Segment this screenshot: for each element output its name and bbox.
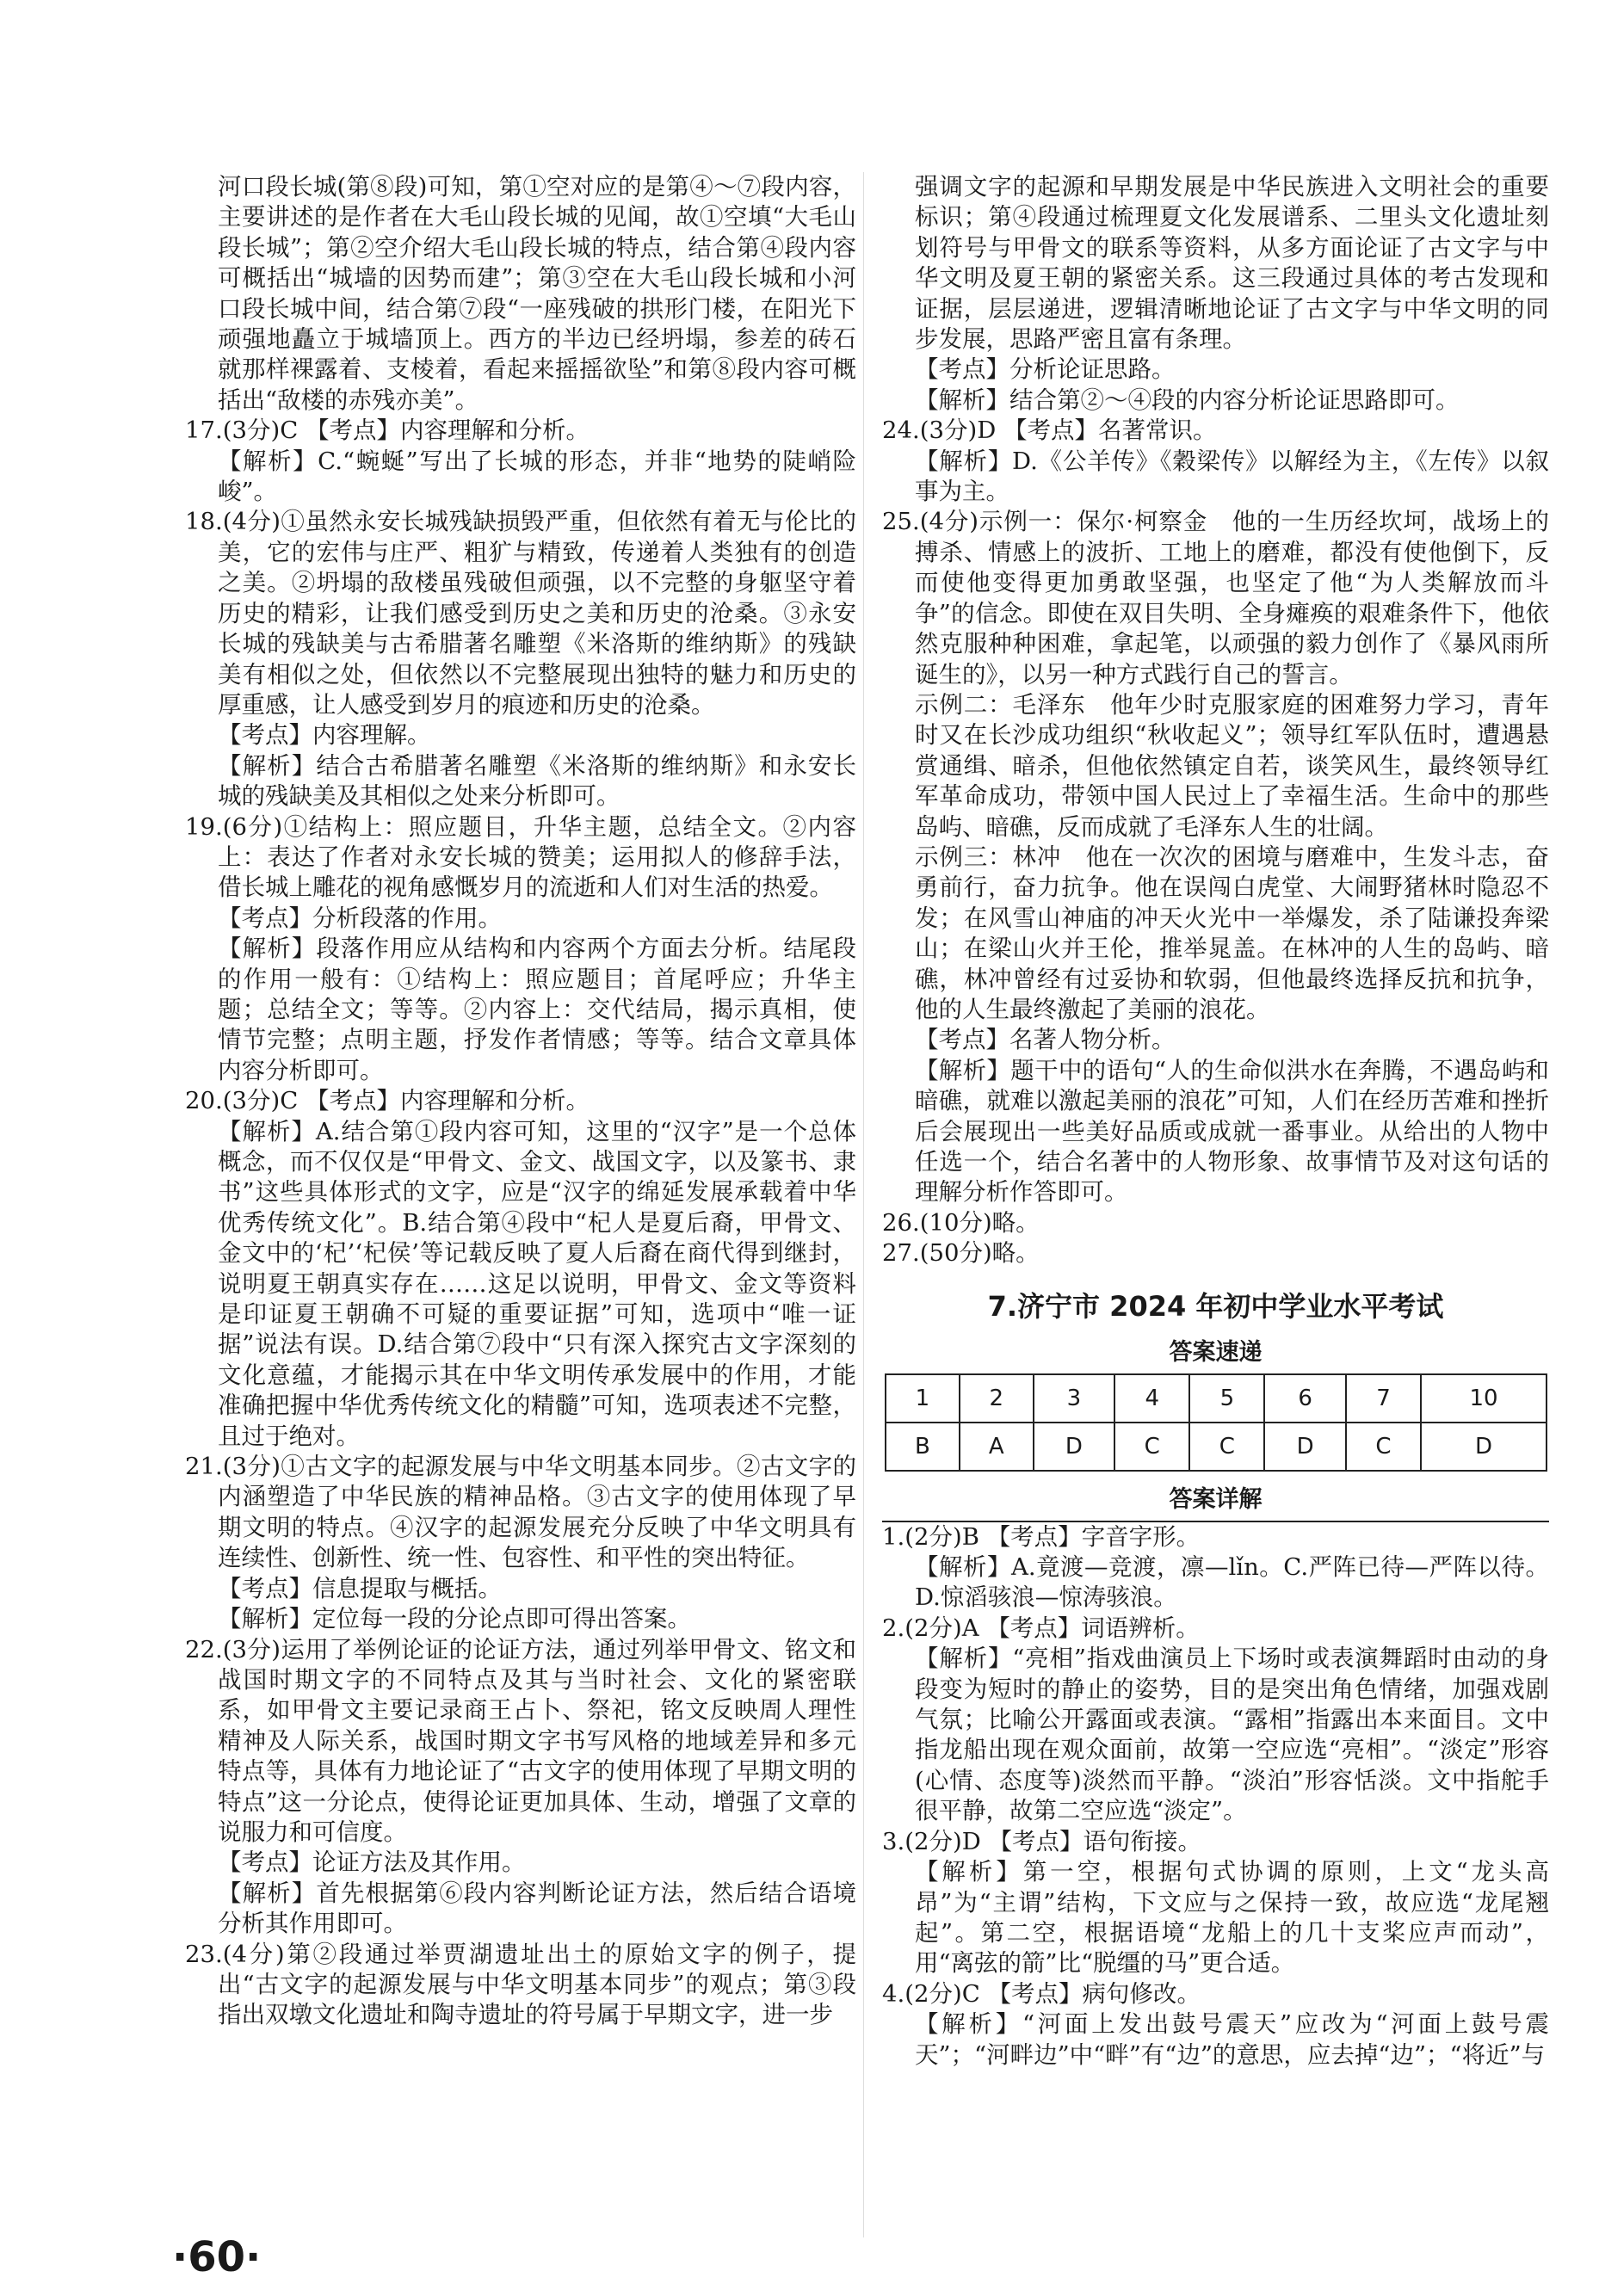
- paragraph: 2.(2分)A 【考点】词语辨析。: [882, 1614, 1200, 1642]
- paragraph: 【解析】C.“蜿蜒”写出了长城的形态，并非“地势的陡峭险峻”。: [218, 447, 856, 506]
- paragraph: 【解析】段落作用应从结构和内容两个方面去分析。结尾段的作用一般有：①结构上：照应题目；首尾呼应；升华主题；总结全文；等等。②内容上：交代结局，揭示真相，使情节完整；点明主题，抒发作者情感；等等。结合文章具体内容分析即可。: [218, 935, 856, 1084]
- answer-number: 6: [1264, 1374, 1346, 1423]
- left-column: [185, 172, 856, 2031]
- answer-letter: D: [1264, 1423, 1346, 1471]
- answer-detail-title: 答案详解: [1169, 1485, 1263, 1513]
- paragraph: 17.(3分)C 【考点】内容理解和分析。: [185, 417, 590, 445]
- paragraph: 25.(4分)示例一：保尔·柯察金 他的一生历经坎坷，战场上的搏杀、情感上的波折、工地上的磨难，都没有使他倒下，反而使他变得更加勇敢坚强，也坚定了他“为人类解放而斗争”的信念。即使在双目失明、全身瘫痪的艰难条件下，他依然克服种种困难，拿起笔，以顽强的毅力创作了《暴风雨所诞生的》，以另一种方式践行自己的誓言。: [882, 508, 1549, 688]
- paragraph: 【解析】“亮相”指戏曲演员上下场时或表演舞蹈时由动的身段变为短时的静止的姿势，目的是突出角色情绪，加强戏剧气氛；比喻公开露面或表演。“露相”指露出本来面目。文中指龙船出现在观众面前，故第一空应选“亮相”。“淡定”形容(心情、态度等)淡然而平静。“淡泊”形容恬淡。文中指舵手很平静，故第二空应选“淡定”。: [915, 1645, 1549, 1825]
- answer-number: 5: [1189, 1374, 1264, 1423]
- paragraph: 27.(50分)略。: [882, 1239, 1040, 1268]
- paragraph: 22.(3分)运用了举例论证的论证方法，通过列举甲骨文、铭文和战国时期文字的不同特点及其与当时社会、文化的紧密联系，如甲骨文主要记录商王占卜、祭祀，铭文反映周人理性精神及人际关系，战国时期文字书写风格的地域差异和多元特点等，具体有力地论证了“古文字的使用体现了早期文明的特点”这一分论点，使得论证更加具体、生动，增强了文章的说服力和可信度。: [185, 1635, 856, 1846]
- paragraph: 强调文字的起源和早期发展是中华民族进入文明社会的重要标识；第④段通过梳理夏文化发展谱系、二里头文化遗址刻划符号与甲骨文的联系等资料，从多方面论证了古文字与中华文明及夏王朝的紧密关系。这三段通过具体的考古发现和证据，层层递进，逻辑清晰地论证了古文字与中华文明的同步发展，思路严密且富有条理。: [915, 173, 1549, 354]
- paragraph: 21.(3分)①古文字的起源发展与中华文明基本同步。②古文字的内涵塑造了中华民族的精神品格。③古文字的使用体现了早期文明的特点。④汉字的起源发展充分反映了中华文明具有连续性、创新性、统一性、包容性、和平性的突出特征。: [185, 1453, 856, 1572]
- answer-letter: C: [1189, 1423, 1264, 1471]
- answer-letter: B: [886, 1423, 960, 1471]
- answer-number: 4: [1114, 1374, 1189, 1423]
- answer-table-answers-row: [886, 1423, 1547, 1471]
- section-title: 7.济宁市 2024 年初中学业水平考试: [987, 1289, 1444, 1323]
- answer-table: [885, 1373, 1547, 1472]
- paragraph: 4.(2分)C 【考点】病句修改。: [882, 1979, 1201, 2008]
- paragraph: 示例二：毛泽东 他年少时克服家庭的困难努力学习，青年时又在长沙成功组织“秋收起义”；领导红军队伍时，遭遇悬赏通缉、暗杀，但他依然镇定自若，谈笑风生，最终领导红军革命成功，带领中国人民过上了幸福生活。生命中的那些岛屿、暗礁，反而成就了毛泽东人生的壮阔。: [915, 690, 1549, 841]
- paragraph: 【解析】第一空，根据句式协调的原则，上文“龙头高昂”为“主谓”结构，下文应与之保持一致，故应选“龙尾翘起”。第二空，根据语境“龙船上的几十支桨应声而动”，用“离弦的箭”比“脱缰的马”更合适。: [915, 1858, 1549, 1978]
- paragraph: 【解析】题干中的语句“人的生命似洪水在奔腾，不遇岛屿和暗礁，就难以激起美丽的浪花”可知，人们在经历苦难和挫折后会展现出一些美好品质或成就一番事业。从给出的人物中任选一个，结合名著中的人物形象、故事情节及对这句话的理解分析作答即可。: [915, 1056, 1549, 1207]
- answer-number: 1: [886, 1374, 960, 1423]
- answer-letter: C: [1114, 1423, 1189, 1471]
- paragraph: 河口段长城(第⑧段)可知，第①空对应的是第④～⑦段内容，主要讲述的是作者在大毛山段长城的见闻，故①空填“大毛山段长城”；第②空介绍大毛山段长城的特点，结合第④段内容可概括出“城墙的因势而建”；第③空在大毛山段长城和小河口段长城中间，结合第⑦段“一座残破的拱形门楼，在阳光下顽强地矗立于城墙顶上。西方的半边已经坍塌，参差的砖石就那样裸露着、支棱着，看起来摇摇欲坠”和第⑧段内容可概括出“敌楼的赤残亦美”。: [218, 173, 856, 414]
- paragraph: 【考点】内容理解。: [218, 721, 431, 750]
- paragraph: 23.(4分)第②段通过举贾湖遗址出土的原始文字的例子，提出“古文字的起源发展与中华文明基本同步”的观点；第③段指出双墩文化遗址和陶寺遗址的符号属于早期文字，进一步: [185, 1940, 856, 2029]
- paragraph: 【考点】分析论证思路。: [915, 355, 1176, 384]
- paragraph: 【考点】名著人物分析。: [915, 1026, 1176, 1054]
- paragraph: 【考点】信息提取与概括。: [218, 1574, 502, 1602]
- column-divider: [863, 172, 864, 2237]
- answer-letter: D: [1421, 1423, 1547, 1471]
- paragraph: 【解析】结合第②～④段的内容分析论证思路即可。: [915, 386, 1460, 414]
- paragraph: 【解析】A.结合第①段内容可知，这里的“汉字”是一个总体概念，而不仅仅是“甲骨文、金文、战国文字，以及篆书、隶书”这些具体形式的文字，应是“汉字的绵延发展承载着中华优秀传统文化”。B.结合第④段中“杞人是夏后裔，甲骨文、金文中的‘杞’‘杞侯’等记载反映了夏人后裔在商代得到继封，说明夏王朝真实存在……这足以说明，甲骨文、金文等资料是印证夏王朝确不可疑的重要证据”可知，选项中“唯一证据”说法有误。D.结合第⑦段中“只有深入探究古文字深刻的文化意蕴，才能揭示其在中华文明传承发展中的作用，才能准确把握中华优秀传统文化的精髓”可知，选项表述不完整，且过于绝对。: [218, 1117, 856, 1450]
- answer-number: 3: [1034, 1374, 1115, 1423]
- paragraph: 【解析】A.竟渡—竞渡，凛—lǐn。C.严阵已待—严阵以待。D.惊滔骇浪—惊涛骇浪。: [915, 1553, 1549, 1612]
- answer-letter: A: [960, 1423, 1034, 1471]
- paragraph: 26.(10分)略。: [882, 1208, 1040, 1237]
- answer-letter: D: [1034, 1423, 1115, 1471]
- answer-quick-title: 答案速递: [1169, 1338, 1263, 1366]
- paragraph: 18.(4分)①虽然永安长城残缺损毁严重，但依然有着无与伦比的美，它的宏伟与庄严、粗犷与精致，传递着人类独有的创造之美。②坍塌的敌楼虽残破但顽强，以不完整的身躯坚守着历史的精彩，让我们感受到历史之美和历史的沧桑。③永安长城的残缺美与古希腊著名雕塑《米洛斯的维纳斯》的残缺美有相似之处，但依然以不完整展现出独特的魅力和历史的厚重感，让人感受到岁月的痕迹和历史的沧桑。: [185, 508, 856, 719]
- right-column: [882, 172, 1549, 2071]
- answer-number: 7: [1346, 1374, 1421, 1423]
- page-number: ·60·: [172, 2233, 262, 2281]
- paragraph: 1.(2分)B 【考点】字音字形。: [882, 1522, 1201, 1551]
- answer-letter: C: [1346, 1423, 1421, 1471]
- paragraph: 19.(6分)①结构上：照应题目，升华主题，总结全文。②内容上：表达了作者对永安长城的赞美；运用拟人的修辞手法，借长城上雕花的视角感慨岁月的流逝和人们对生活的热爱。: [185, 812, 856, 902]
- paragraph: 3.(2分)D 【考点】语句衔接。: [882, 1827, 1201, 1855]
- paragraph: 【解析】D.《公羊传》《穀梁传》以解经为主，《左传》以叙事为主。: [915, 447, 1549, 506]
- paragraph: 【考点】分析段落的作用。: [218, 904, 502, 932]
- paragraph: 24.(3分)D 【考点】名著常识。: [882, 417, 1217, 445]
- answer-number: 2: [960, 1374, 1034, 1423]
- paragraph: 20.(3分)C 【考点】内容理解和分析。: [185, 1087, 590, 1115]
- paragraph: 示例三：林冲 他在一次次的困境与磨难中，生发斗志，奋勇前行，奋力抗争。他在误闯白虎堂、大闹野猪林时隐忍不发；在风雪山神庙的冲天火光中一举爆发，杀了陆谦投奔梁山；在梁山火并王伦，推举晁盖。在林冲的人生的岛屿、暗礁，林冲曾经有过妥协和软弱，但他最终选择反抗和抗争，他的人生最终激起了美丽的浪花。: [915, 842, 1549, 1023]
- paragraph: 【解析】结合古希腊著名雕塑《米洛斯的维纳斯》和永安长城的残缺美及其相似之处来分析即可。: [218, 751, 856, 811]
- paragraph: 【解析】首先根据第⑥段内容判断论证方法，然后结合语境分析其作用即可。: [218, 1879, 856, 1938]
- paragraph: 【解析】“河面上发出鼓号震天”应改为“河面上鼓号震天”；“河畔边”中“畔”有“边”的意思，应去掉“边”；“将近”与: [915, 2010, 1549, 2069]
- answer-number: 10: [1421, 1374, 1547, 1423]
- paragraph: 【解析】定位每一段的分论点即可得出答案。: [218, 1605, 691, 1633]
- answer-table-numbers-row: [886, 1374, 1547, 1423]
- paragraph: 【考点】论证方法及其作用。: [218, 1849, 526, 1877]
